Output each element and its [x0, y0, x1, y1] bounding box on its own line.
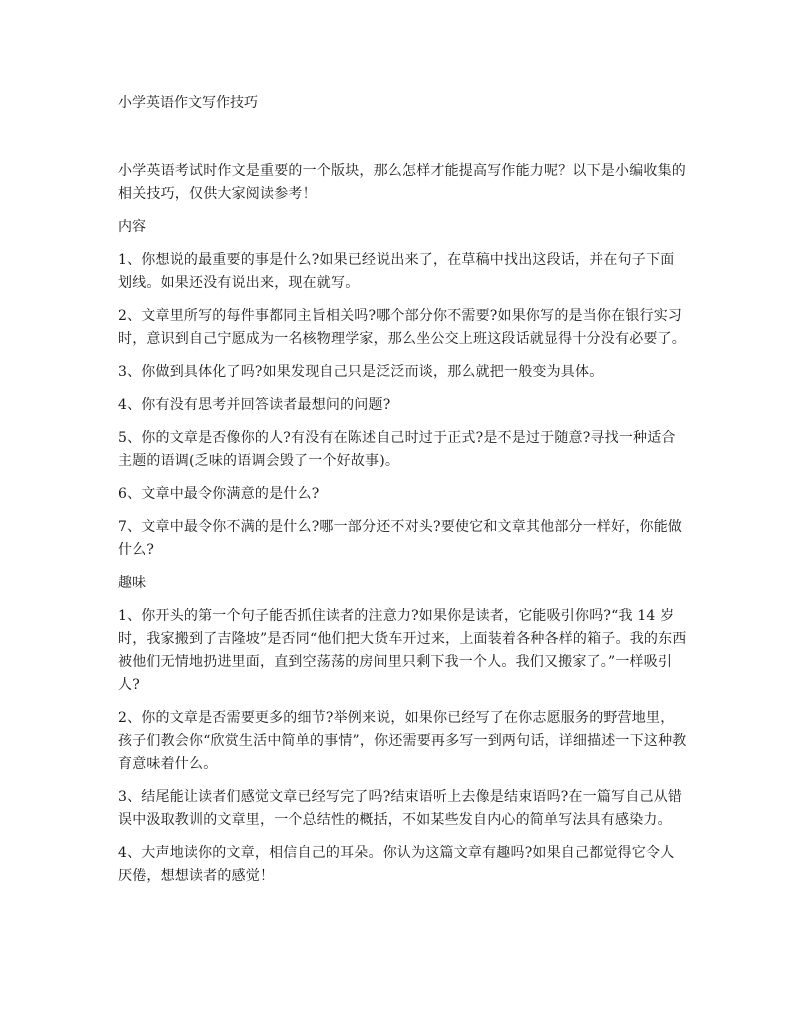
content-item-1: 1、你想说的最重要的事是什么?如果已经说出来了，在草稿中找出这段话，并在句子下面划线。如果还没有说出来，现在就写。	[118, 252, 675, 291]
interest-item-4: 4、大声地读你的文章，相信自己的耳朵。你认为这篇文章有趣吗?如果自己都觉得它令人厌倦，想想读者的感觉！	[118, 845, 675, 884]
intro-paragraph: 小学英语考试时作文是重要的一个版块，那么怎样才能提高写作能力呢？以下是小编收集的相关技巧，仅供大家阅读参考！	[118, 163, 686, 202]
content-item-5: 5、你的文章是否像你的人?有没有在陈述自己时过于正式?是不是过于随意?寻找一种适合主题的语调(乏味的语调会毁了一个好故事)。	[118, 430, 676, 469]
document-body	[118, 92, 688, 898]
interest-item-3: 3、结尾能让读者们感觉文章已经写完了吗?结束语听上去像是结束语吗?在一篇写自己从错误中汲取教训的文章里，一个总结性的概括，不如某些发自内心的简单写法具有感染力。	[118, 789, 683, 828]
content-item-4: 4、你有没有思考并回答读者最想问的问题?	[118, 397, 391, 413]
content-item-2: 2、文章里所写的每件事都同主旨相关吗?哪个部分你不需要?如果你写的是当你在银行实习时，意识到自己宁愿成为一名核物理学家，那么坐公交上班这段话就显得十分没有必要了。	[118, 308, 686, 347]
content-item-3: 3、你做到具体化了吗?如果发现自己只是泛泛而谈，那么就把一般变为具体。	[118, 364, 604, 380]
interest-item-2: 2、你的文章是否需要更多的细节?举例来说，如果你已经写了在你志愿服务的野营地里，孩子们教会你“欣赏生活中简单的事情”，你还需要再多写一到两句话，详细描述一下这种教育意味着什么。	[118, 710, 687, 772]
content-item-6: 6、文章中最令你满意的是什么?	[118, 486, 320, 502]
document-title: 小学英语作文写作技巧	[118, 95, 258, 111]
content-item-7: 7、文章中最令你不满的是什么?哪一部分还不对头?要使它和文章其他部分一样好，你能做什么?	[118, 519, 683, 558]
section-heading-content: 内容	[118, 219, 146, 235]
section-heading-interest: 趣味	[118, 575, 146, 591]
interest-item-1: 1、你开头的第一个句子能否抓住读者的注意力?如果你是读者，它能吸引你吗?“我 14 岁时，我家搬到了吉隆坡”是否同“他们把大货车开过来，上面装着各种各样的箱子。我的东西被他们无情地扔进里面，直到空荡荡的房间里只剩下我一个人。我们又搬家了。”一样吸引人?	[118, 608, 687, 693]
